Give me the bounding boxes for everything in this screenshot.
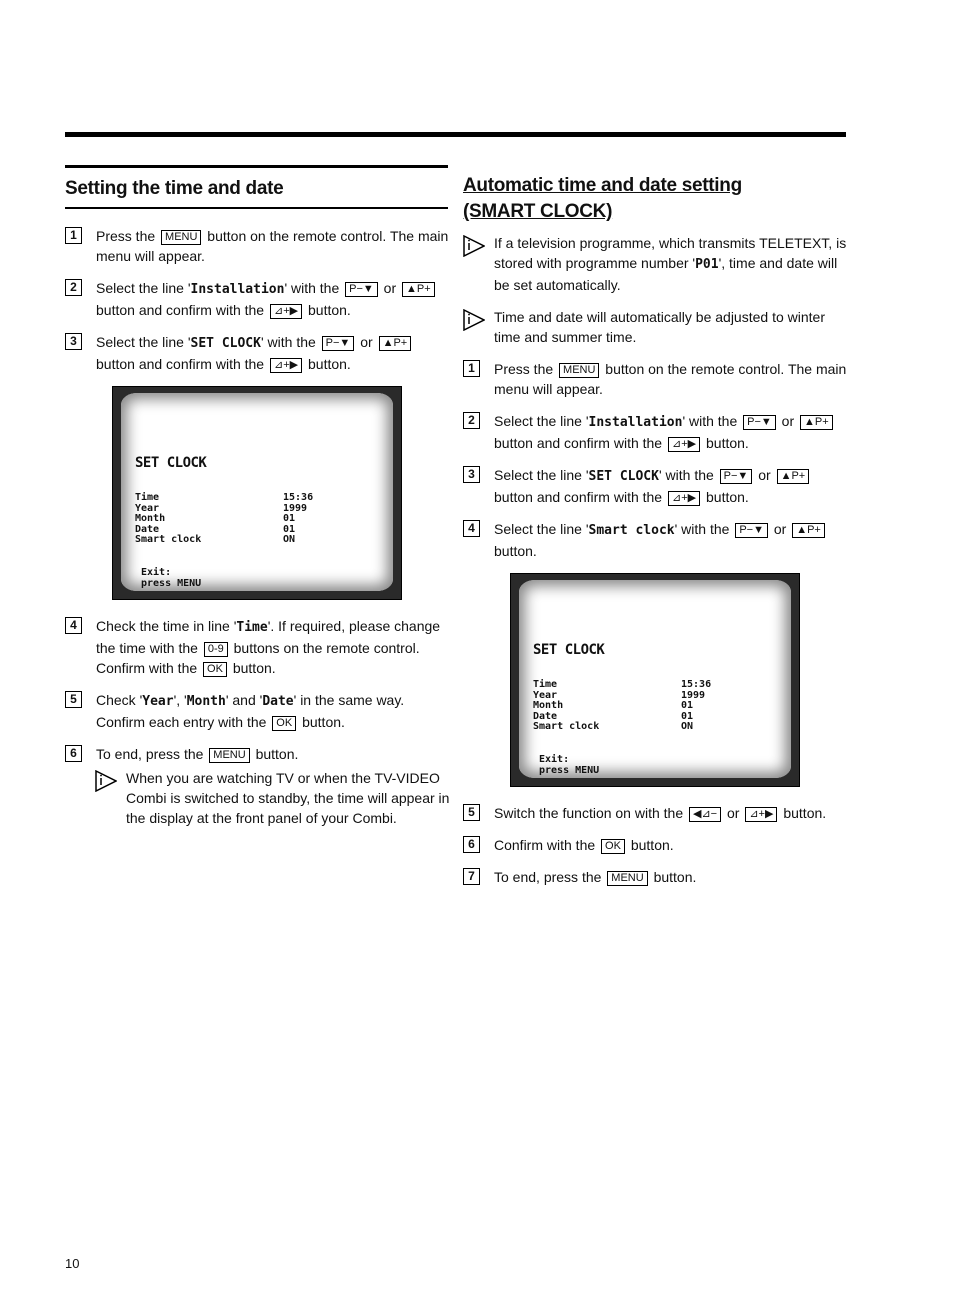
p-plus-key-icon: ▲P+: [402, 282, 435, 297]
info-note-teletext: If a television programme, which transmits TELETEXT, is stored with programme number 'P01', time and date will be set automatically.: [463, 233, 848, 295]
section-title: Automatic time and date setting (SMART CLOCK): [463, 175, 742, 222]
screen-rows: [135, 493, 313, 546]
volume-plus-key-icon: ⊿+▶: [270, 358, 302, 373]
top-rule: [65, 132, 846, 137]
menu-line-code: Smart clock: [588, 523, 675, 538]
menu-line-code: Month: [186, 694, 226, 709]
step-1: 1 Press the MENU button on the remote control. The main menu will appear.: [463, 359, 848, 399]
menu-key-icon: MENU: [161, 230, 201, 245]
step-number: 2: [463, 412, 480, 429]
digit-keys-icon: 0-9: [204, 642, 228, 657]
menu-line-code: Date: [262, 694, 294, 709]
p-plus-key-icon: ▲P+: [379, 336, 412, 351]
step-3: 3 Select the line 'SET CLOCK' with the P−▼ or ▲P+ button and confirm with the ⊿+▶ button.: [65, 332, 450, 374]
step-number: 6: [65, 745, 82, 762]
tv-screen: [519, 580, 791, 778]
heading-rule-bottom: [65, 207, 448, 209]
volume-plus-key-icon: ⊿+▶: [668, 437, 700, 452]
screen-row-date: Date 01: [135, 523, 296, 535]
step-number: 2: [65, 279, 82, 296]
tv-screen-illustration: [510, 573, 800, 787]
screen-rows: [533, 680, 711, 733]
volume-plus-key-icon: ⊿+▶: [668, 491, 700, 506]
screen-row-smart-clock: Smart clock ON: [135, 534, 296, 545]
step-5: 5 Switch the function on with the ◀⊿− or ⊿+▶ button.: [463, 803, 848, 823]
ok-key-icon: OK: [203, 662, 227, 677]
step-5: 5 Check 'Year', 'Month' and 'Date' in the same way. Confirm each entry with the OK button.: [65, 690, 450, 732]
page-number: 10: [65, 1256, 80, 1271]
menu-key-icon: MENU: [559, 363, 599, 378]
right-column: [463, 165, 848, 899]
step-3: 3 Select the line 'SET CLOCK' with the P−▼ or ▲P+ button and confirm with the ⊿+▶ button.: [463, 465, 848, 507]
p-plus-key-icon: ▲P+: [777, 469, 810, 484]
tv-screen: [121, 393, 393, 591]
info-icon: [95, 770, 117, 792]
menu-key-icon: MENU: [209, 748, 249, 763]
screen-row-year: Year 1999: [135, 502, 308, 514]
info-note-dst: Time and date will automatically be adjusted to winter time and summer time.: [463, 307, 848, 347]
heading-rule-top: [65, 165, 448, 168]
step-4: 4 Select the line 'Smart clock' with the P−▼ or ▲P+ button.: [463, 519, 848, 561]
p-minus-key-icon: P−▼: [322, 336, 355, 351]
step-number: 4: [463, 520, 480, 537]
menu-key-icon: MENU: [607, 871, 647, 886]
p-minus-key-icon: P−▼: [720, 469, 753, 484]
info-note: When you are watching TV or when the TV-VIDEO Combi is switched to standby, the time will appear in the display at the front panel of your Combi.: [95, 768, 450, 828]
p-minus-key-icon: P−▼: [743, 415, 776, 430]
ok-key-icon: OK: [601, 839, 625, 854]
step-1: 1 Press the MENU button on the remote control. The main menu will appear.: [65, 226, 450, 266]
step-number: 1: [65, 227, 82, 244]
p-minus-key-icon: P−▼: [345, 282, 378, 297]
menu-line-code: SET CLOCK: [588, 469, 659, 484]
left-column: [65, 165, 450, 840]
step-number: 5: [463, 804, 480, 821]
screen-title: SET CLOCK: [533, 642, 605, 658]
step-4: 4 Check the time in line 'Time'. If required, please change the time with the 0-9 buttons on the remote control. Confirm with the OK button.: [65, 616, 450, 678]
step-number: 3: [65, 333, 82, 350]
menu-line-code: Installation: [190, 282, 285, 297]
step-number: 3: [463, 466, 480, 483]
volume-minus-key-icon: ◀⊿−: [689, 807, 721, 822]
info-icon: [463, 235, 485, 257]
menu-line-code: Time: [236, 620, 268, 635]
ok-key-icon: OK: [272, 716, 296, 731]
screen-row-month: Month 01: [135, 513, 296, 524]
p-plus-key-icon: ▲P+: [800, 415, 833, 430]
step-6: 6 Confirm with the OK button.: [463, 835, 848, 855]
p-minus-key-icon: P−▼: [735, 523, 768, 538]
step-number: 4: [65, 617, 82, 634]
step-2: 2 Select the line 'Installation' with the P−▼ or ▲P+ button and confirm with the ⊿+▶ button.: [65, 278, 450, 320]
step-6: 6 To end, press the MENU button.: [65, 744, 450, 764]
info-icon: [463, 309, 485, 331]
menu-line-code: Installation: [588, 415, 683, 430]
screen-row-date: Date 01: [533, 710, 694, 722]
screen-row-time: Time 15:36: [533, 679, 712, 690]
step-number: 1: [463, 360, 480, 377]
step-number: 6: [463, 836, 480, 853]
programme-code: P01: [695, 257, 719, 272]
step-number: 5: [65, 691, 82, 708]
screen-row-year: Year 1999: [533, 689, 706, 701]
screen-row-smart-clock: Smart clock ON: [533, 721, 694, 732]
volume-plus-key-icon: ⊿+▶: [270, 304, 302, 319]
screen-row-month: Month 01: [533, 700, 694, 711]
p-plus-key-icon: ▲P+: [792, 523, 825, 538]
menu-line-code: SET CLOCK: [190, 336, 261, 351]
tv-screen-illustration: [112, 386, 402, 600]
screen-exit-hint: Exit: press MENU: [539, 754, 600, 776]
step-7: 7 To end, press the MENU button.: [463, 867, 848, 887]
screen-title: SET CLOCK: [135, 455, 207, 471]
section-title: Setting the time and date: [65, 178, 284, 199]
step-number: 7: [463, 868, 480, 885]
volume-plus-key-icon: ⊿+▶: [745, 807, 777, 822]
screen-exit-hint: Exit: press MENU: [141, 567, 202, 589]
step-2: 2 Select the line 'Installation' with the P−▼ or ▲P+ button and confirm with the ⊿+▶ button.: [463, 411, 848, 453]
menu-line-code: Year: [142, 694, 174, 709]
screen-row-time: Time 15:36: [135, 492, 314, 503]
